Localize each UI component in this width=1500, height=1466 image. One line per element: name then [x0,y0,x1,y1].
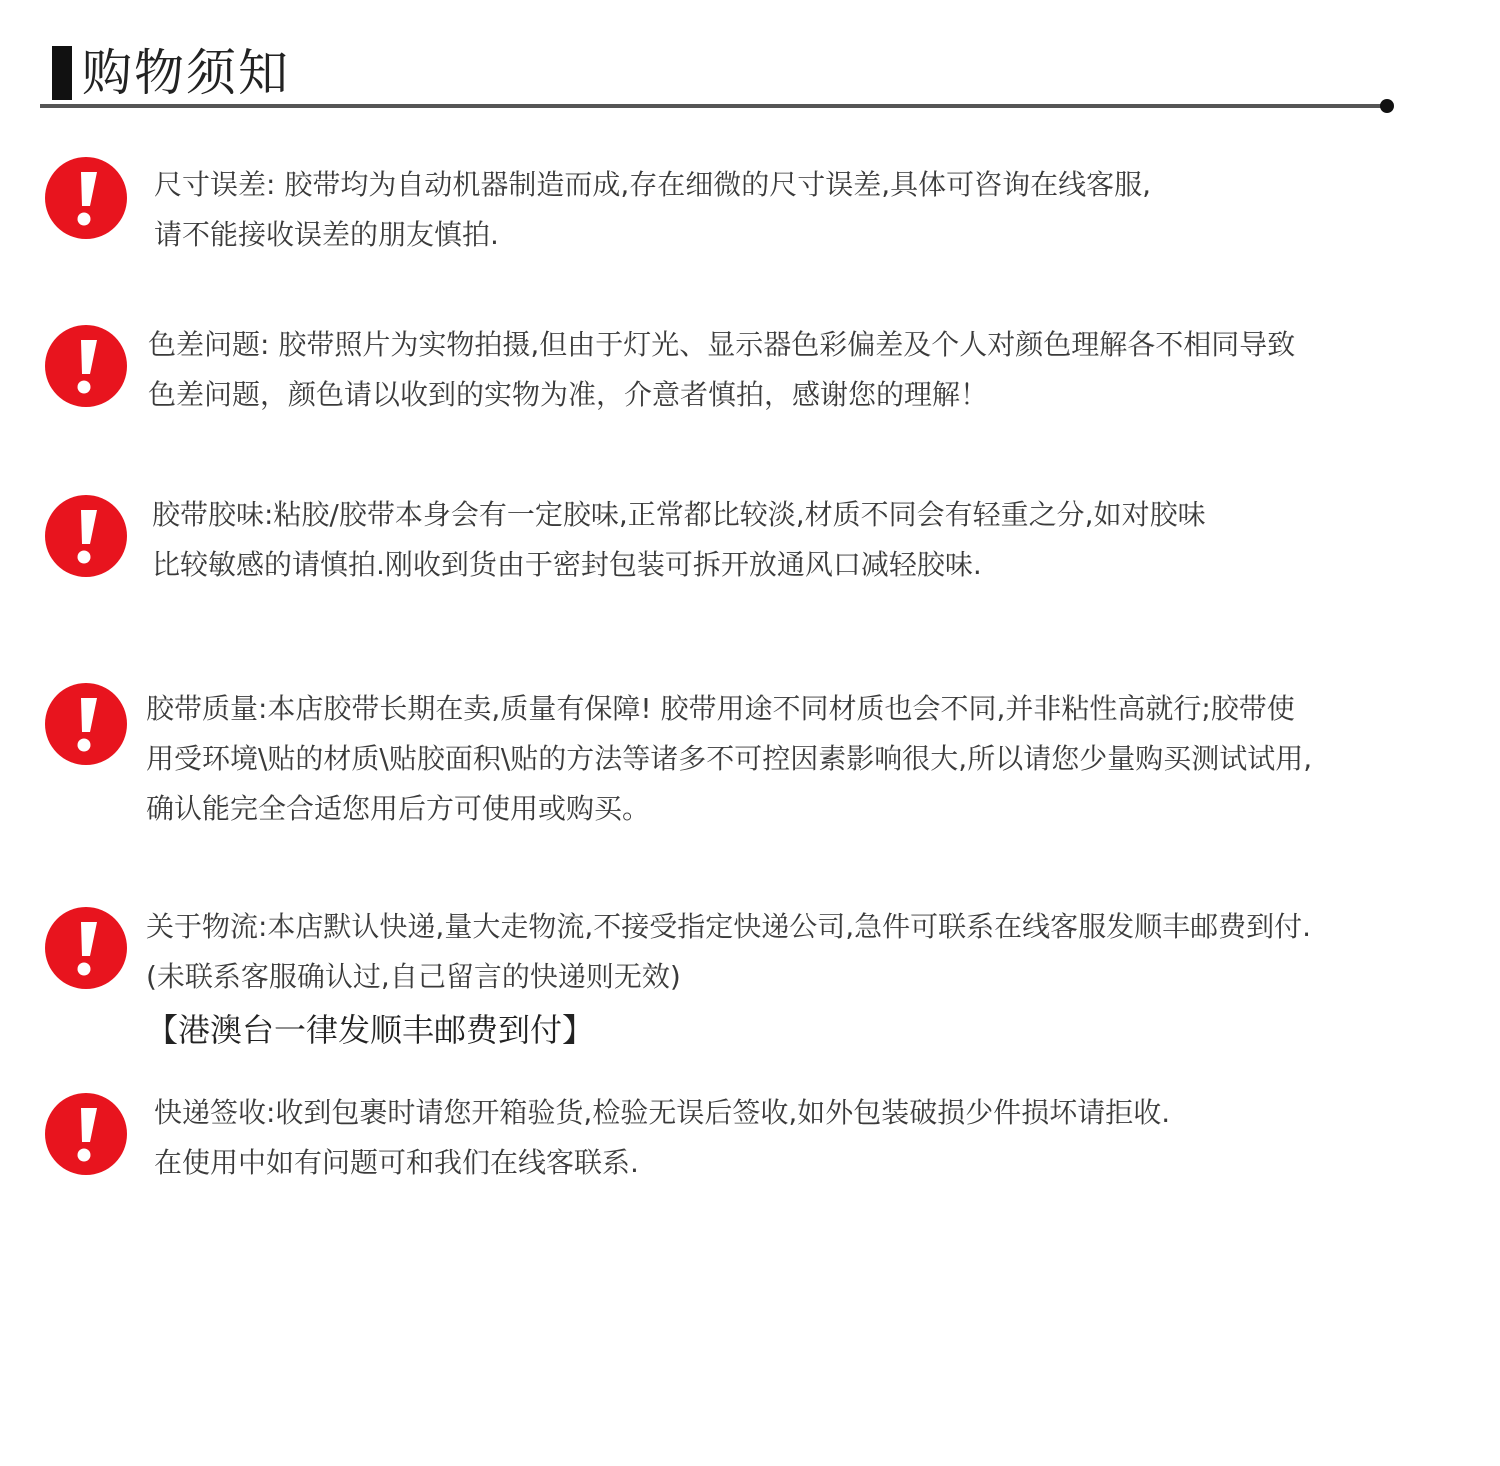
notice-line: 色差问题: 胶带照片为实物拍摄,但由于灯光、显示器色彩偏差及个人对颜色理解各不相同导致 [148,328,1296,361]
notice-line: 用受环境\贴的材质\贴胶面积\贴的方法等诸多不可控因素影响很大,所以请您少量购买测试试用, [146,742,1313,775]
notice-line: 快递签收:收到包裹时请您开箱验货,检验无误后签收,如外包装破损少件损坏请拒收. [154,1096,1171,1129]
header-accent-bar [52,46,72,100]
exclamation-icon [44,906,128,990]
page-title: 购物须知 [82,44,290,102]
notice-text [146,902,1311,1058]
notice-emphasis: 【港澳台一律发顺丰邮费到付】 [146,1011,595,1049]
notice-line: 在使用中如有问题可和我们在线客联系. [154,1146,639,1179]
divider-end-dot [1380,99,1394,113]
notice-text [148,320,1295,420]
exclamation-icon [44,1092,128,1176]
exclamation-icon [44,324,128,408]
notice-line: 关于物流:本店默认快递,量大走物流,不接受指定快递公司,急件可联系在线客服发顺丰邮费到付. [146,910,1312,943]
notice-text [154,1088,1170,1188]
notice-line: 比较敏感的请慎拍.刚收到货由于密封包装可拆开放通风口减轻胶味. [152,548,982,581]
notice-line: (未联系客服确认过,自己留言的快递则无效) [146,960,681,993]
notice-text [152,490,1206,590]
notice-text [154,160,1151,260]
notice-line: 确认能完全合适您用后方可使用或购买。 [146,792,651,825]
exclamation-icon [44,682,128,766]
header-divider [40,104,1388,108]
notice-line: 请不能接收误差的朋友慎拍. [154,218,499,251]
notice-line: 胶带胶味:粘胶/胶带本身会有一定胶味,正常都比较淡,材质不同会有轻重之分,如对胶味 [152,498,1206,531]
page-header [52,40,290,106]
exclamation-icon [44,494,128,578]
exclamation-icon [44,156,128,240]
notice-line: 色差问题，颜色请以收到的实物为准，介意者慎拍，感谢您的理解！ [148,378,989,411]
notice-line: 胶带质量:本店胶带长期在卖,质量有保障! 胶带用途不同材质也会不同,并非粘性高就行;胶带使 [146,692,1295,725]
notice-line: 尺寸误差: 胶带均为自动机器制造而成,存在细微的尺寸误差,具体可咨询在线客服, [154,168,1152,201]
notice-text [146,684,1312,834]
